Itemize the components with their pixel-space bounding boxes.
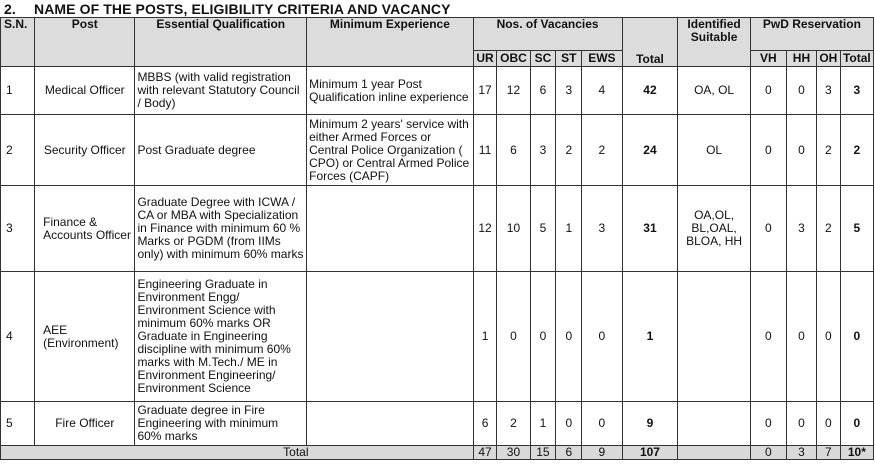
header-sc: SC [530, 51, 556, 67]
total-total: 107 [622, 446, 678, 460]
row-st: 0 [556, 402, 582, 446]
row-obc: 10 [497, 186, 530, 272]
row-ur: 6 [473, 402, 497, 446]
row-suitable: OA,OL, BL,OAL, BLOA, HH [678, 186, 750, 272]
row-pwd-total: 0 [840, 272, 873, 402]
row-total: 1 [622, 272, 678, 402]
row-vh: 0 [750, 272, 786, 402]
total-label: Total [1, 446, 474, 460]
row-vh: 0 [750, 402, 786, 446]
row-experience [307, 186, 474, 272]
total-sc: 15 [530, 446, 556, 460]
row-qualification: Graduate degree in Fire Engineering with minimum 60% marks [135, 402, 307, 446]
row-post: Finance & Accounts Officer [35, 186, 135, 272]
header-identified: Identified Suitable [678, 18, 750, 67]
row-sn: 5 [1, 402, 35, 446]
row-hh: 0 [786, 67, 816, 115]
row-post: Security Officer [35, 115, 135, 186]
row-pwd-total: 2 [840, 115, 873, 186]
total-pwd-total: 10* [840, 446, 873, 460]
total-vh: 0 [750, 446, 786, 460]
row-post: Fire Officer [35, 402, 135, 446]
row-suitable [678, 402, 750, 446]
table-row [1, 115, 874, 186]
section-title: NAME OF THE POSTS, ELIGIBILITY CRITERIA AND VACANCY [34, 1, 451, 17]
row-experience: Minimum 2 years' service with either Armed Forces or Central Police Organization ( CPO) or Central Armed Police Forces (CAPF) [307, 115, 474, 186]
row-oh: 0 [816, 402, 840, 446]
row-oh: 0 [816, 272, 840, 402]
row-pwd-total: 0 [840, 402, 873, 446]
row-st: 1 [556, 186, 582, 272]
row-hh: 0 [786, 402, 816, 446]
row-suitable: OL [678, 115, 750, 186]
table-row [1, 402, 874, 446]
row-obc: 12 [497, 67, 530, 115]
row-ews: 0 [582, 402, 622, 446]
row-oh: 3 [816, 67, 840, 115]
row-ews: 4 [582, 67, 622, 115]
row-ews: 0 [582, 272, 622, 402]
total-hh: 3 [786, 446, 816, 460]
row-hh: 0 [786, 115, 816, 186]
header-st: ST [556, 51, 582, 67]
row-qualification: Graduate Degree with ICWA / CA or MBA with Specialization in Finance with minimum 60 % Marks or PGDM (from IIMs only) with minimum 60% marks [135, 186, 307, 272]
row-total: 31 [622, 186, 678, 272]
row-post: Medical Officer [35, 67, 135, 115]
table-row [1, 272, 874, 402]
row-qualification: Engineering Graduate in Environment Engg/ Environment Science with minimum 60% marks OR Graduate in Engineering discipline with minimum 60% marks with M.Tech./ ME in Environment Engineering/ Environment Science [135, 272, 307, 402]
header-total: Total [622, 18, 678, 67]
header-sn: S.N. [1, 18, 35, 67]
row-sn: 4 [1, 272, 35, 402]
row-sc: 6 [530, 67, 556, 115]
row-ur: 17 [473, 67, 497, 115]
header-hh: HH [786, 51, 816, 67]
row-sc: 3 [530, 115, 556, 186]
total-st: 6 [556, 446, 582, 460]
row-st: 2 [556, 115, 582, 186]
row-vh: 0 [750, 67, 786, 115]
row-total: 42 [622, 67, 678, 115]
row-ews: 2 [582, 115, 622, 186]
row-post: AEE (Environment) [35, 272, 135, 402]
row-suitable [678, 272, 750, 402]
row-sn: 1 [1, 67, 35, 115]
header-vh: VH [750, 51, 786, 67]
row-vh: 0 [750, 115, 786, 186]
header-obc: OBC [497, 51, 530, 67]
row-st: 3 [556, 67, 582, 115]
section-number: 2. [4, 1, 16, 17]
vacancy-table [0, 17, 874, 460]
row-ews: 3 [582, 186, 622, 272]
total-ews: 9 [582, 446, 622, 460]
row-suitable: OA, OL [678, 67, 750, 115]
header-ur: UR [473, 51, 497, 67]
row-experience: Minimum 1 year Post Qualification inline experience [307, 67, 474, 115]
row-ur: 12 [473, 186, 497, 272]
row-oh: 2 [816, 115, 840, 186]
row-ur: 11 [473, 115, 497, 186]
row-pwd-total: 5 [840, 186, 873, 272]
header-pwd: PwD Reservation [750, 18, 873, 51]
row-sn: 3 [1, 186, 35, 272]
row-st: 0 [556, 272, 582, 402]
total-obc: 30 [497, 446, 530, 460]
row-obc: 0 [497, 272, 530, 402]
row-qualification: Post Graduate degree [135, 115, 307, 186]
row-total: 24 [622, 115, 678, 186]
header-vacancies: Nos. of Vacancies [473, 18, 622, 51]
row-total: 9 [622, 402, 678, 446]
header-post: Post [35, 18, 135, 67]
header-experience: Minimum Experience [307, 18, 474, 67]
row-experience [307, 272, 474, 402]
row-oh: 2 [816, 186, 840, 272]
row-sc: 0 [530, 272, 556, 402]
row-vh: 0 [750, 186, 786, 272]
total-row [1, 446, 874, 460]
total-oh: 7 [816, 446, 840, 460]
row-qualification: MBBS (with valid registration with relevant Statutory Council / Body) [135, 67, 307, 115]
total-ur: 47 [473, 446, 497, 460]
row-hh: 3 [786, 186, 816, 272]
header-ews: EWS [582, 51, 622, 67]
header-oh: OH [816, 51, 840, 67]
row-obc: 6 [497, 115, 530, 186]
header-pwd-total: Total [840, 51, 873, 67]
header-qualification: Essential Qualification [135, 18, 307, 67]
section-heading [4, 1, 451, 17]
table-row [1, 67, 874, 115]
row-ur: 1 [473, 272, 497, 402]
row-experience [307, 402, 474, 446]
row-pwd-total: 3 [840, 67, 873, 115]
row-sc: 1 [530, 402, 556, 446]
row-hh: 0 [786, 272, 816, 402]
row-sn: 2 [1, 115, 35, 186]
row-sc: 5 [530, 186, 556, 272]
row-obc: 2 [497, 402, 530, 446]
table-row [1, 186, 874, 272]
total-suitable [678, 446, 750, 460]
